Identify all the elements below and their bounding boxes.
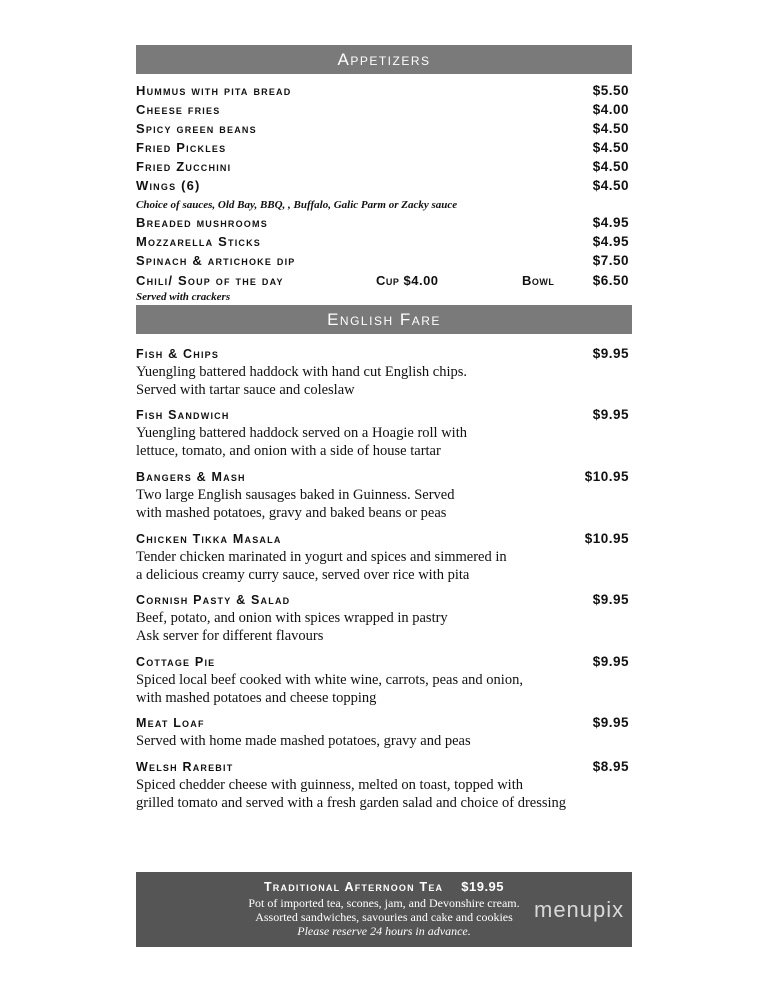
tea-price: $19.95	[461, 879, 505, 894]
item-price: $9.95	[592, 592, 629, 607]
menu-item	[136, 591, 629, 645]
item-name: Welsh Rarebit	[136, 760, 234, 774]
item-description: Spiced chedder cheese with guinness, melted on toast, topped with	[136, 777, 523, 793]
item-price: $4.50	[592, 159, 629, 174]
tea-description: Assorted sandwiches, savouries and cake and cookies	[255, 910, 513, 924]
item-price: $5.50	[592, 83, 629, 98]
item-price: $10.95	[584, 469, 629, 484]
item-name: Fried Zucchini	[136, 159, 232, 174]
menu-item	[136, 406, 629, 460]
item-price: $4.95	[592, 215, 629, 230]
item-name: Fried Pickles	[136, 140, 227, 155]
item-price: $4.95	[592, 234, 629, 249]
menu-item	[136, 138, 629, 157]
item-name: Spicy green beans	[136, 121, 257, 136]
item-name: Breaded mushrooms	[136, 215, 268, 230]
item-description: Tender chicken marinated in yogurt and spices and simmered in	[136, 549, 507, 565]
item-description: Yuengling battered haddock served on a Hoagie roll with	[136, 425, 467, 441]
item-name: Chicken Tikka Masala	[136, 532, 282, 546]
item-name: Mozzarella Sticks	[136, 234, 262, 249]
item-description: Yuengling battered haddock with hand cut English chips.	[136, 364, 468, 380]
item-price: $4.50	[592, 121, 629, 136]
menu-item	[136, 758, 629, 812]
wings-sauce-note: Choice of sauces, Old Bay, BBQ, , Buffalo, Galic Parm or Zacky sauce	[136, 199, 458, 211]
item-name: Fish Sandwich	[136, 408, 230, 422]
menu-item	[136, 213, 629, 232]
tea-title: Traditional Afternoon Tea	[263, 880, 444, 894]
item-name: Hummus with pita bread	[136, 83, 292, 98]
item-price: $8.95	[592, 759, 629, 774]
menu-item	[136, 176, 629, 195]
menu-item	[136, 251, 629, 270]
cup-price: Cup $4.00	[376, 273, 439, 288]
menu-item	[136, 345, 629, 399]
menu-item	[136, 157, 629, 176]
item-description: Two large English sausages baked in Guinness. Served	[136, 487, 455, 503]
tea-reservation-note: Please reserve 24 hours in advance.	[297, 924, 471, 938]
item-description: Beef, potato, and onion with spices wrapped in pastry	[136, 610, 448, 626]
tea-description: Pot of imported tea, scones, jam, and Devonshire cream.	[248, 896, 520, 910]
item-name: Fish & Chips	[136, 347, 220, 361]
item-name: Cheese fries	[136, 102, 221, 117]
menu-item	[136, 714, 629, 750]
item-price: $4.50	[592, 178, 629, 193]
menupix-watermark: menupix	[534, 897, 625, 922]
bowl-label: Bowl	[522, 273, 555, 288]
item-description: Spiced local beef cooked with white wine, carrots, peas and onion,	[136, 672, 523, 688]
item-price: $9.95	[592, 715, 629, 730]
item-name: Cottage Pie	[136, 655, 216, 669]
chili-note: Served with crackers	[136, 291, 231, 303]
item-description: lettuce, tomato, and onion with a side of house tartar	[136, 443, 441, 459]
item-price: $10.95	[584, 531, 629, 546]
menu-item	[136, 100, 629, 119]
item-price: $4.00	[592, 102, 629, 117]
menu-item	[136, 653, 629, 707]
menu-item	[136, 119, 629, 138]
item-description: a delicious creamy curry sauce, served over rice with pita	[136, 567, 470, 583]
item-description: Served with home made mashed potatoes, gravy and peas	[136, 733, 471, 749]
menu-item	[136, 468, 629, 522]
item-price: $9.95	[592, 407, 629, 422]
item-description: grilled tomato and served with a fresh garden salad and choice of dressing	[136, 795, 567, 811]
item-price: $4.50	[592, 140, 629, 155]
item-name: Cornish Pasty & Salad	[136, 593, 291, 607]
item-description: with mashed potatoes and cheese topping	[136, 690, 377, 706]
menu-item	[136, 81, 629, 100]
item-description: Served with tartar sauce and coleslaw	[136, 382, 355, 398]
item-name: Wings (6)	[136, 178, 201, 193]
item-price: $7.50	[592, 253, 629, 268]
appetizers-header: Appetizers	[136, 45, 632, 74]
item-description: Ask server for different flavours	[136, 628, 324, 644]
english-fare-header: English Fare	[136, 305, 632, 334]
menu-item-chili	[136, 271, 629, 290]
item-description: with mashed potatoes, gravy and baked beans or peas	[136, 505, 447, 521]
menu-item	[136, 232, 629, 251]
item-name: Spinach & artichoke dip	[136, 253, 296, 268]
item-name: Meat Loaf	[136, 716, 205, 730]
menu-item	[136, 530, 629, 584]
item-name: Bangers & Mash	[136, 470, 246, 484]
item-price: $9.95	[592, 346, 629, 361]
item-name: Chili/ Soup of the day	[136, 273, 284, 288]
item-price: $9.95	[592, 654, 629, 669]
item-price: $6.50	[592, 273, 629, 288]
